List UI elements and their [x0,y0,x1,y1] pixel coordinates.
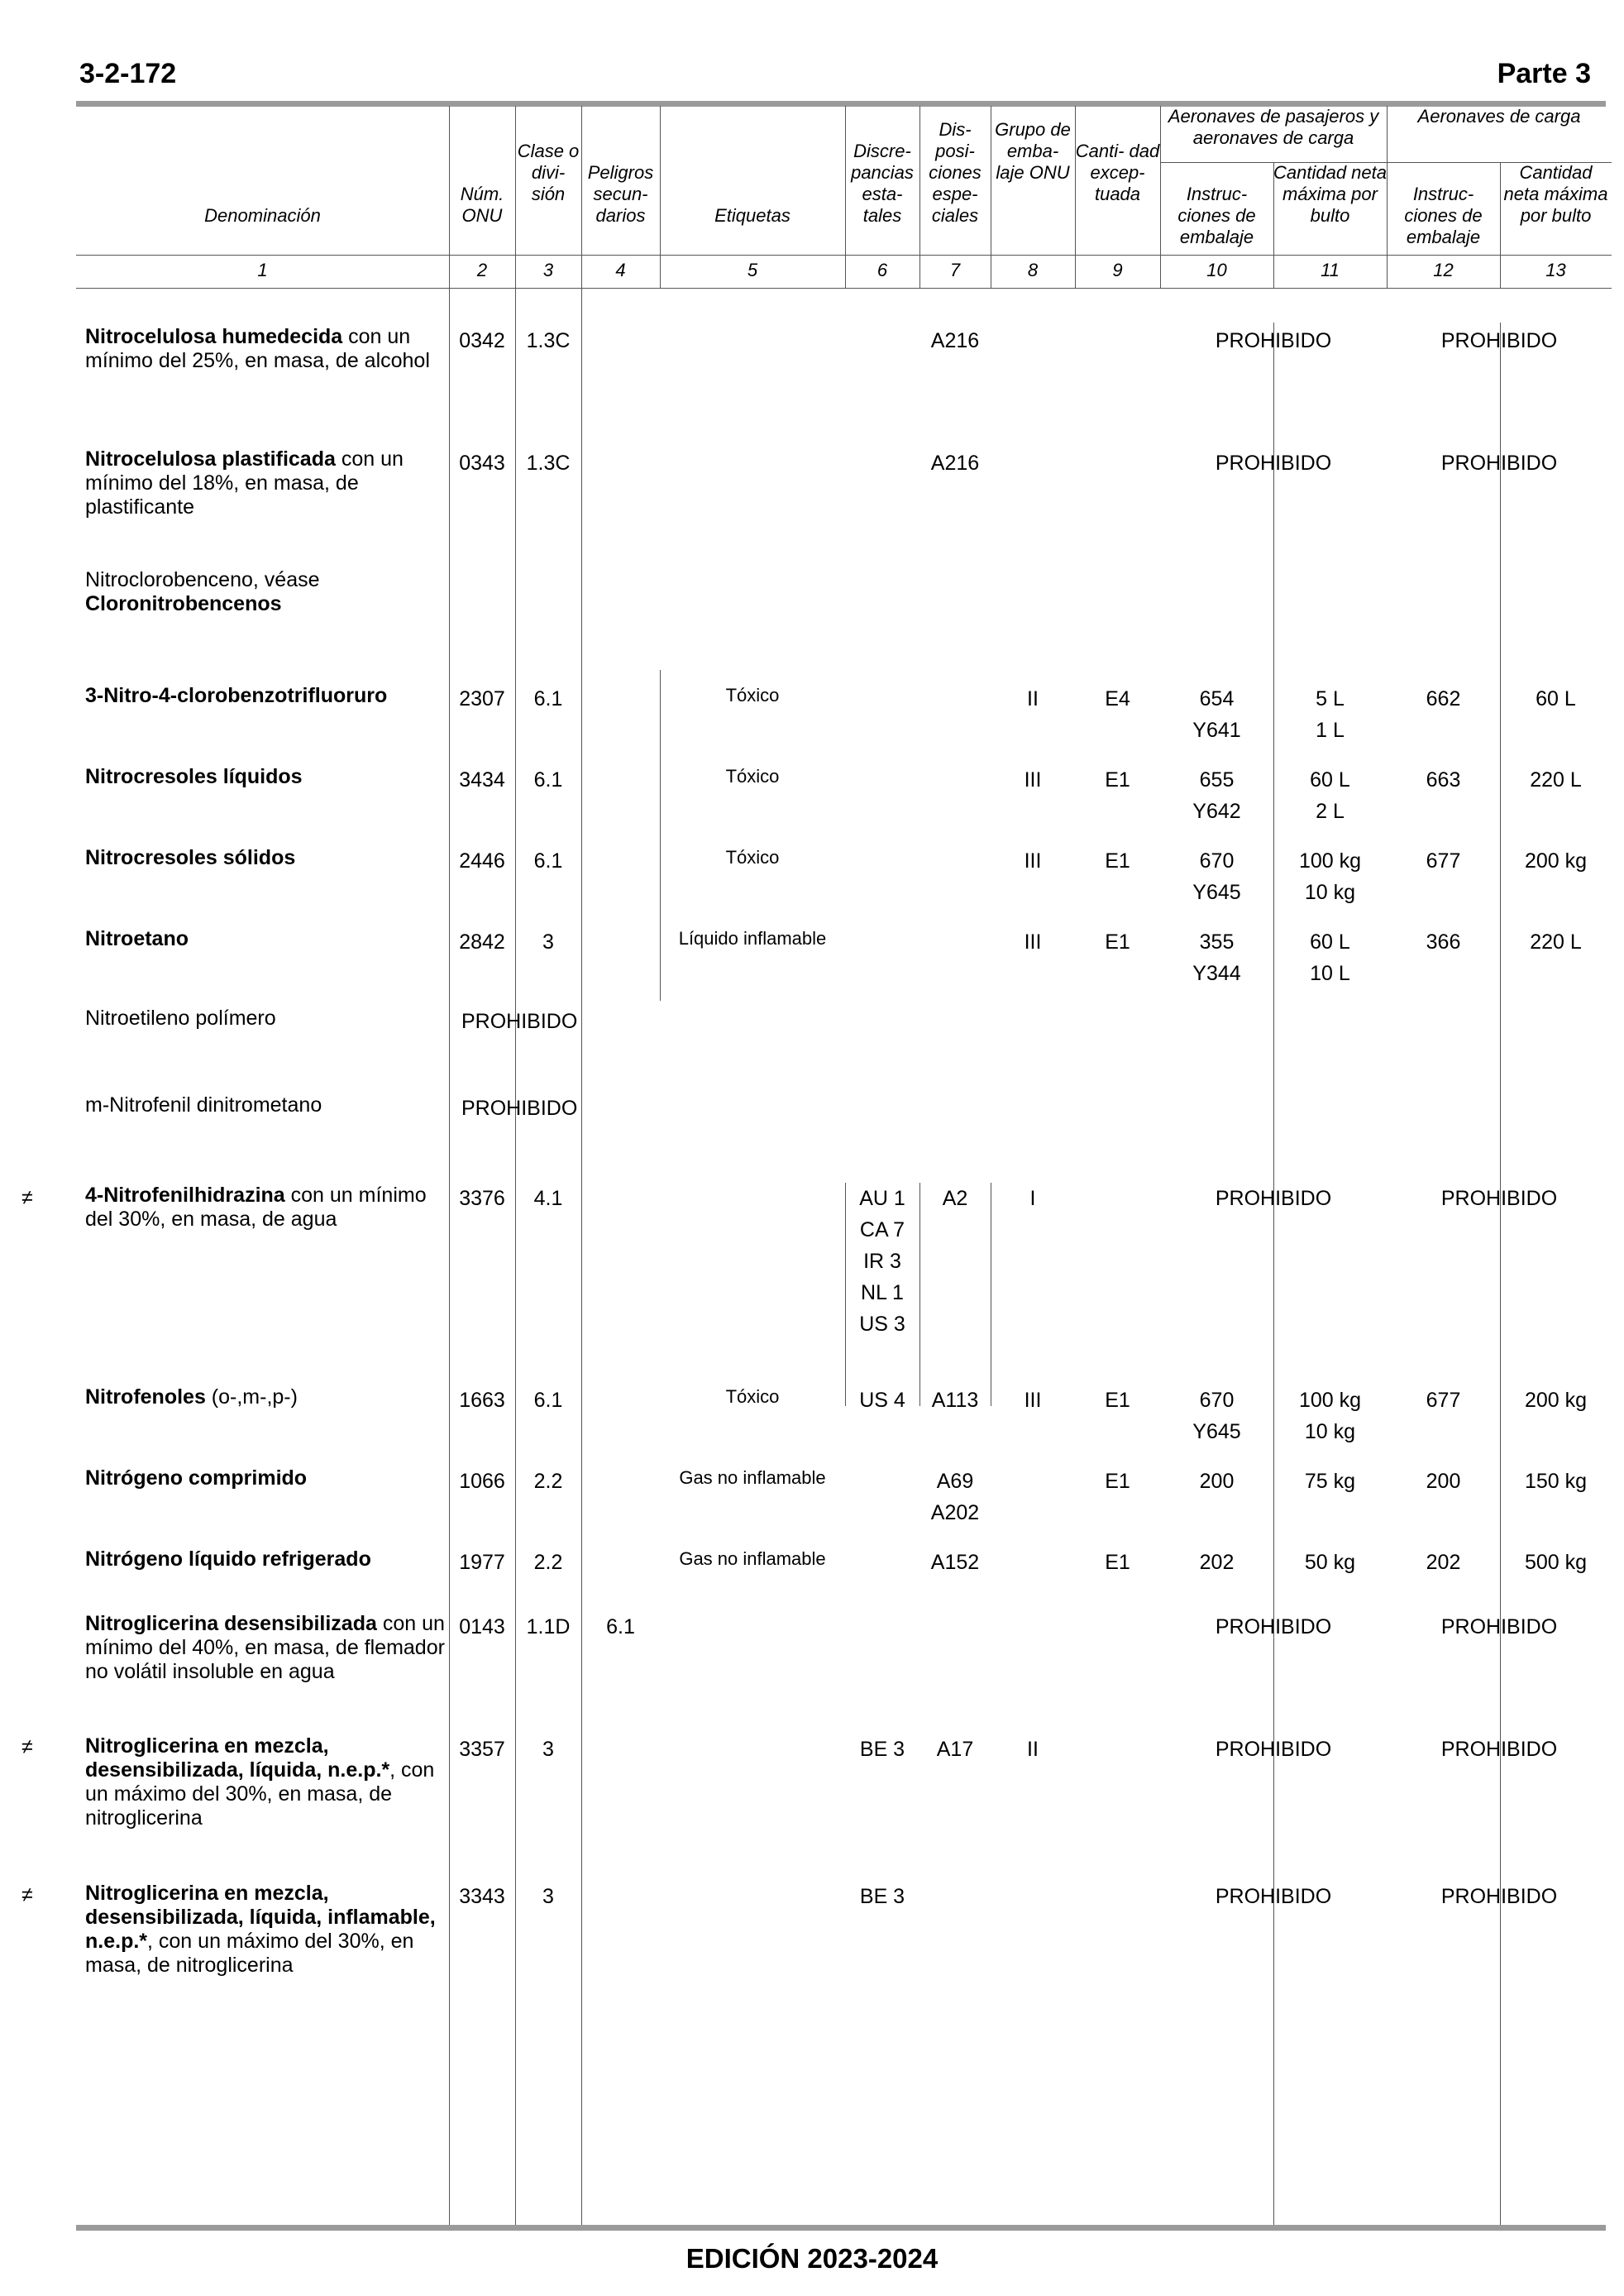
forbidden-text: PROHIBIDO [461,1097,578,1120]
un-number: 3376 [459,1187,505,1210]
row-name: Nitroclorobenceno, véase Cloronitrobencenos [85,568,320,615]
un-number: 1663 [459,1389,505,1412]
pax-quantity-ltd: 2 L [1316,800,1345,823]
row-name: Nitroetileno polímero [85,1007,276,1030]
pax-forbidden: PROHIBIDO [1215,1885,1332,1908]
pax-forbidden: PROHIBIDO [1215,1615,1332,1638]
un-number: 2842 [459,930,505,954]
row-name: m-Nitrofenil dinitrometano [85,1093,322,1117]
state-variation: BE 3 [859,1738,905,1761]
state-variation: AU 1 [859,1187,905,1210]
cargo-forbidden: PROHIBIDO [1440,1187,1558,1210]
cargo-forbidden: PROHIBIDO [1440,1615,1558,1638]
header-bottom-divider [76,288,1612,289]
hazard-label: Gas no inflamable [679,1548,826,1569]
col-header-3: Clase o divi- sión [517,141,580,204]
revision-mark: ≠ [21,1735,33,1758]
state-variation: US 4 [859,1389,905,1412]
excepted-qty: E1 [1105,1470,1130,1493]
cargo-packing: 677 [1426,1389,1461,1412]
class: 6.1 [533,687,563,710]
header-divider [76,255,1612,256]
pax-packing: 200 [1199,1470,1235,1493]
special-provision: A2 [942,1187,968,1210]
un-number: 3343 [459,1885,505,1908]
row-name: Nitrocresoles líquidos [85,765,303,788]
pax-forbidden: PROHIBIDO [1215,1738,1332,1761]
pax-packing-ltd: Y344 [1192,962,1241,985]
row-name: Nitroetano [85,927,189,950]
un-number: 3357 [459,1738,505,1761]
col-num: 9 [1112,260,1123,280]
row-name: Nitrocelulosa plastificada con un mínimo del 18%, en masa, de plastificante [85,447,404,519]
revision-mark: ≠ [21,1186,33,1209]
col-header-9: Canti- dad excep- tuada [1075,141,1160,204]
pax-packing-ltd: Y645 [1192,881,1241,904]
subsidiary-hazard: 6.1 [606,1615,635,1638]
class: 2.2 [533,1470,563,1493]
special-provision: A17 [936,1738,974,1761]
pax-quantity: 100 kg [1298,849,1362,873]
forbidden-text: PROHIBIDO [461,1010,578,1033]
special-provision: A69 [936,1470,974,1493]
pax-quantity: 75 kg [1304,1470,1356,1493]
col-header-7: Dis- posi- ciones espe- ciales [929,119,982,226]
divider [660,670,661,1001]
cargo-packing: 202 [1426,1551,1461,1574]
pax-quantity: 60 L [1310,768,1350,792]
class: 4.1 [533,1187,563,1210]
class: 6.1 [533,768,563,792]
col-header-5: Etiquetas [714,205,791,226]
pax-quantity-ltd: 1 L [1316,719,1345,742]
packing-group: III [1024,930,1042,954]
hazard-label: Tóxico [725,685,780,706]
state-variation: BE 3 [859,1885,905,1908]
col-header-8: Grupo de emba- laje ONU [995,119,1071,183]
col-header-6: Discre- pancias esta- tales [851,141,914,226]
packing-group: I [1029,1187,1036,1210]
un-number: 2307 [459,687,505,710]
excepted-qty: E4 [1105,687,1130,710]
state-variation: CA 7 [859,1218,905,1241]
cargo-packing: 663 [1426,768,1461,792]
cargo-packing: 662 [1426,687,1461,710]
pax-packing: 670 [1199,849,1235,873]
pax-quantity: 5 L [1316,687,1345,710]
col-num: 11 [1321,260,1340,280]
row-name: Nitroglicerina en mezcla, desensibilizada, líquida, inflamable, n.e.p.*, con un máximo del 30%, en masa, de nitroglicerina [85,1882,436,1977]
pax-forbidden: PROHIBIDO [1215,452,1332,475]
row-name: 3-Nitro-4-clorobenzotrifluoruro [85,684,388,707]
group-pax-header: Aeronaves de pasajeros y aeronaves de carga [1168,106,1379,148]
un-number: 1066 [459,1470,505,1493]
row-name: Nitrocelulosa humedecida con un mínimo del 25%, en masa, de alcohol [85,325,430,372]
special-provision: A202 [930,1501,980,1524]
state-variation: US 3 [859,1313,905,1336]
state-variation: IR 3 [863,1250,901,1273]
cargo-packing: 200 [1426,1470,1461,1493]
cargo-forbidden: PROHIBIDO [1440,452,1558,475]
packing-group: III [1024,849,1042,873]
pax-quantity-ltd: 10 kg [1304,881,1356,904]
un-number: 3434 [459,768,505,792]
col-header-13: Cantidad neta máxima por bulto [1503,162,1608,226]
page-number: 3-2-172 [79,58,177,89]
hazard-label: Tóxico [725,847,780,868]
pax-quantity: 100 kg [1298,1389,1362,1412]
divider [581,106,582,2227]
special-provision: A113 [931,1389,979,1412]
row-name: Nitrocresoles sólidos [85,846,296,869]
col-num: 7 [949,260,961,280]
col-num: 13 [1545,260,1566,280]
divider [919,1183,920,1406]
cargo-quantity: 220 L [1530,768,1582,792]
pax-packing: 670 [1199,1389,1235,1412]
class: 3 [542,1885,554,1908]
pax-packing: 654 [1199,687,1235,710]
pax-forbidden: PROHIBIDO [1215,329,1332,352]
pax-quantity: 60 L [1310,930,1350,954]
packing-group: II [1027,687,1039,710]
hazard-label: Tóxico [725,1386,780,1407]
excepted-qty: E1 [1105,1551,1130,1574]
pax-packing-ltd: Y642 [1192,800,1241,823]
hazard-label: Tóxico [725,766,780,787]
special-provision: A216 [930,452,980,475]
col-num: 3 [542,260,554,280]
cargo-forbidden: PROHIBIDO [1440,329,1558,352]
bottom-rule [76,2225,1606,2231]
cargo-forbidden: PROHIBIDO [1440,1885,1558,1908]
cargo-quantity: 220 L [1530,930,1582,954]
cargo-quantity: 500 kg [1524,1551,1588,1574]
row-name: 4-Nitrofenilhidrazina con un mínimo del 30%, en masa, de agua [85,1184,427,1231]
col-num: 6 [876,260,888,280]
class: 1.3C [526,452,571,475]
col-header-11: Cantidad neta máxima por bulto [1273,162,1387,226]
packing-group: III [1024,768,1042,792]
col-header-1: Denominación [204,205,321,226]
class: 1.1D [526,1615,571,1638]
col-num: 10 [1206,260,1227,280]
row-name: Nitrofenoles (o-,m-,p-) [85,1385,298,1409]
row-name: Nitroglicerina en mezcla, desensibilizada, líquida, n.e.p.*, con un máximo del 30%, en masa, de nitroglicerina [85,1734,435,1830]
excepted-qty: E1 [1105,768,1130,792]
hazard-label: Líquido inflamable [678,928,827,949]
class: 3 [542,930,554,954]
un-number: 0143 [459,1615,505,1638]
col-header-2: Núm. ONU [460,184,504,226]
cargo-packing: 366 [1426,930,1461,954]
cargo-quantity: 200 kg [1524,849,1588,873]
pax-quantity-ltd: 10 kg [1304,1420,1356,1443]
packing-group: III [1024,1389,1042,1412]
col-num: 1 [257,260,268,280]
cargo-packing: 677 [1426,849,1461,873]
pax-forbidden: PROHIBIDO [1215,1187,1332,1210]
class: 2.2 [533,1551,563,1574]
un-number: 0342 [459,329,505,352]
row-name: Nitroglicerina desensibilizada con un mínimo del 40%, en masa, de flemador no volátil insoluble en agua [85,1612,445,1683]
class: 1.3C [526,329,571,352]
col-header-4: Peligros secun- darios [587,162,654,226]
revision-mark: ≠ [21,1883,33,1906]
pax-packing-ltd: Y641 [1192,719,1241,742]
class: 6.1 [533,849,563,873]
divider [1500,323,1501,2227]
hazard-label: Gas no inflamable [679,1467,826,1488]
divider [1273,323,1274,2227]
pax-packing: 202 [1199,1551,1235,1574]
un-number: 0343 [459,452,505,475]
cargo-quantity: 200 kg [1524,1389,1588,1412]
col-num: 2 [476,260,488,280]
edition-footer: EDICIÓN 2023-2024 [685,2243,939,2274]
special-provision: A216 [930,329,980,352]
un-number: 2446 [459,849,505,873]
col-header-10: Instruc- ciones de embalaje [1177,184,1256,247]
col-header-12: Instruc- ciones de embalaje [1404,184,1483,247]
pax-packing: 355 [1199,930,1235,954]
col-num: 5 [747,260,758,280]
excepted-qty: E1 [1105,1389,1130,1412]
pax-quantity: 50 kg [1304,1551,1356,1574]
pax-quantity-ltd: 10 L [1310,962,1350,985]
cargo-quantity: 60 L [1536,687,1576,710]
row-name: Nitrógeno comprimido [85,1466,308,1490]
row-name: Nitrógeno líquido refrigerado [85,1547,371,1571]
class: 6.1 [533,1389,563,1412]
pax-packing-ltd: Y645 [1192,1420,1241,1443]
group-cargo-header: Aeronaves de carga [1417,106,1581,127]
special-provision: A152 [930,1551,980,1574]
pax-packing: 655 [1199,768,1235,792]
excepted-qty: E1 [1105,849,1130,873]
un-number: 1977 [459,1551,505,1574]
state-variation: NL 1 [861,1281,904,1304]
class: 3 [542,1738,554,1761]
col-num: 8 [1027,260,1039,280]
packing-group: II [1027,1738,1039,1761]
cargo-quantity: 150 kg [1524,1470,1588,1493]
col-num: 4 [615,260,626,280]
excepted-qty: E1 [1105,930,1130,954]
col-num: 12 [1433,260,1454,280]
cargo-forbidden: PROHIBIDO [1440,1738,1558,1761]
part-label: Parte 3 [1497,58,1591,89]
